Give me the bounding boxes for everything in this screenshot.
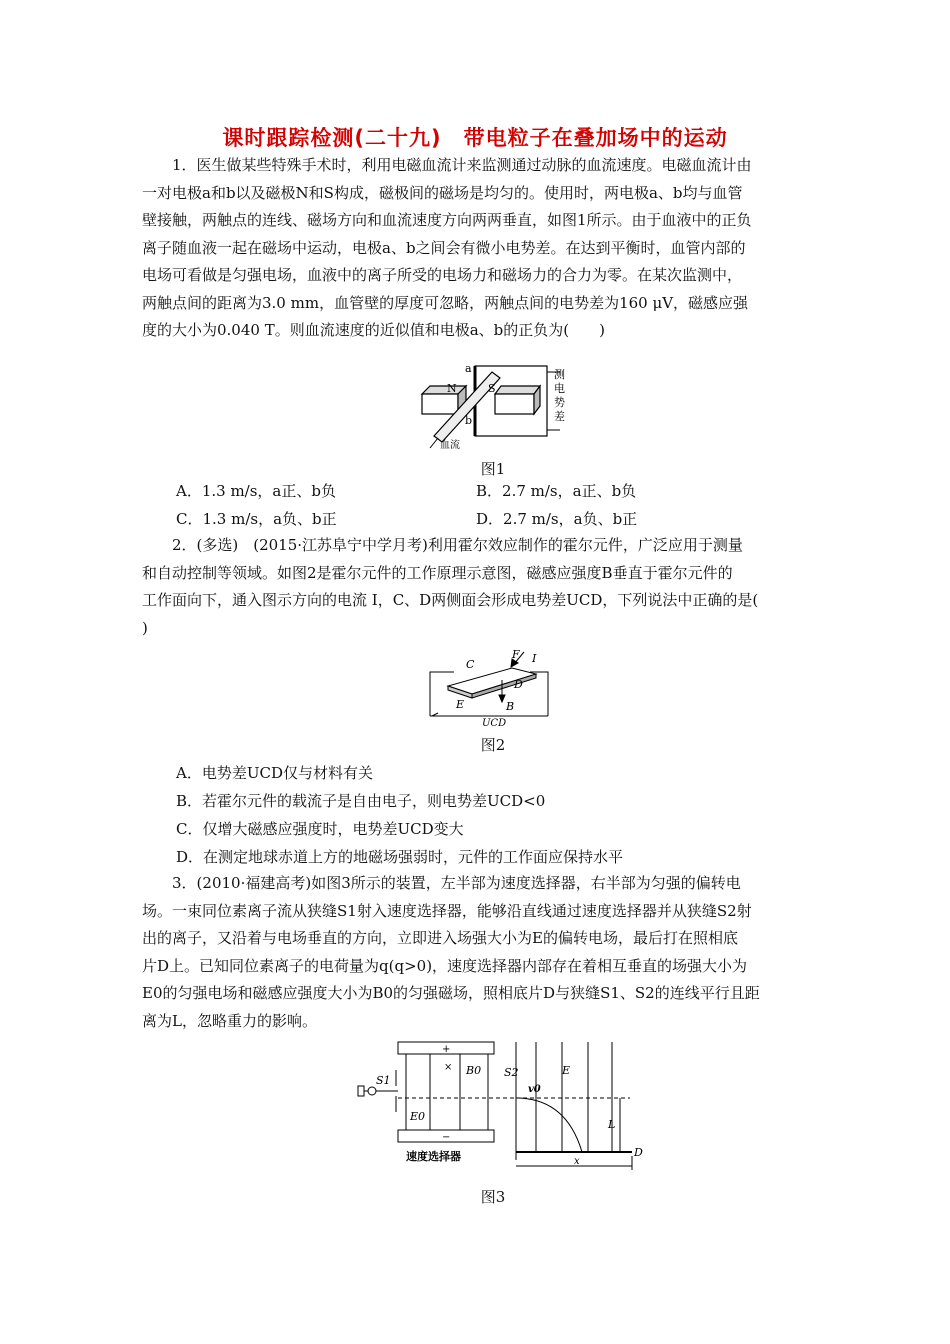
q1-option-c[interactable]: C．1.3 m/s，a负、b正 xyxy=(176,510,337,528)
fig2-label-i: I xyxy=(532,652,537,665)
figure-1-caption: 图1 xyxy=(480,460,506,478)
fig1-label-s: S xyxy=(488,382,496,395)
fig3-label-selector: 速度选择器 xyxy=(406,1150,461,1163)
q2-line: 2．(多选) (2015·江苏阜宁中学月考)利用霍尔效应制作的霍尔元件，广泛应用于测量 xyxy=(172,536,743,554)
q2-line: 工作面向下，通入图示方向的电流 I，C、D两侧面会形成电势差UCD，下列说法中正确的是( xyxy=(142,591,759,609)
q1-line: 一对电极a和b以及磁极N和S构成，磁极间的磁场是均匀的。使用时，两电极a、b均与血管 xyxy=(142,183,743,202)
q2-option-c[interactable]: C．仅增大磁感应强度时，电势差UCD变大 xyxy=(176,820,464,838)
q3-line: 离为L，忽略重力的影响。 xyxy=(142,1011,317,1030)
q2-option-b[interactable]: B．若霍尔元件的载流子是自由电子，则电势差UCD<0 xyxy=(176,792,546,810)
figure-1-flowmeter xyxy=(420,358,570,450)
q1-option-b[interactable]: B．2.7 m/s，a正、b负 xyxy=(476,482,637,500)
q2-line: 和自动控制等领域。如图2是霍尔元件的工作原理示意图，磁感应强度B垂直于霍尔元件的 xyxy=(142,563,733,582)
q2-option-a[interactable]: A．电势差UCD仅与材料有关 xyxy=(176,764,373,782)
q3-line: 出的离子，又沿着与电场垂直的方向，立即进入场强大小为E的偏转电场，最后打在照相底 xyxy=(142,929,738,947)
q2-line: ) xyxy=(142,618,148,637)
fig1-label-1: 测 xyxy=(554,368,565,381)
fig2-label-f: F xyxy=(512,648,520,661)
fig3-label-d: D xyxy=(634,1146,643,1159)
fig2-label-c: C xyxy=(466,658,475,671)
figure-2-hall-element xyxy=(426,650,552,728)
fig3-plus: + xyxy=(442,1044,451,1055)
fig1-label-b: b xyxy=(465,414,473,427)
q1-line: 电场可看做是匀强电场，血液中的离子所受的电场力和磁场力的合力为零。在某次监测中， xyxy=(142,266,743,284)
figure-3-velocity-selector xyxy=(350,1040,643,1176)
fig3-label-s2: S2 xyxy=(504,1066,519,1079)
fig2-label-e: E xyxy=(456,698,465,711)
fig1-label-n: N xyxy=(447,382,457,395)
figure-3-caption: 图3 xyxy=(480,1188,506,1206)
q1-line: 度的大小为0.040 T。则血流速度的近似值和电极a、b的正负为( ) xyxy=(142,321,605,339)
fig2-label-d: D xyxy=(514,678,523,691)
q3-line: E0的匀强电场和磁感应强度大小为B0的匀强磁场，照相底片D与狭缝S1、S2的连线平行且距 xyxy=(142,984,760,1002)
q1-line: 1．医生做某些特殊手术时，利用电磁血流计来监测通过动脉的血流速度。电磁血流计由 xyxy=(172,156,752,174)
q1-line: 离子随血液一起在磁场中运动，电极a、b之间会有微小电势差。在达到平衡时，血管内部的 xyxy=(142,238,746,257)
q1-option-d[interactable]: D．2.7 m/s，a负、b正 xyxy=(476,510,638,528)
figure-2-caption: 图2 xyxy=(480,736,506,754)
fig3-label-b0: B0 xyxy=(466,1064,482,1077)
fig2-label-ucd: UCD xyxy=(482,718,507,729)
fig2-label-b: B xyxy=(506,700,515,713)
fig1-label-a: a xyxy=(465,362,472,375)
q3-line: 3．(2010·福建高考)如图3所示的装置，左半部为速度选择器，右半部为匀强的偏转电 xyxy=(172,874,741,892)
fig3-label-s1: S1 xyxy=(376,1074,391,1087)
fig3-label-e: E xyxy=(562,1064,571,1077)
page-title: 课时跟踪检测(二十九) 带电粒子在叠加场中的运动 xyxy=(222,126,728,150)
q1-option-a[interactable]: A．1.3 m/s，a正、b负 xyxy=(176,482,336,500)
fig3-label-e0: E0 xyxy=(410,1110,426,1123)
fig1-label-blood: 血流 xyxy=(440,440,460,451)
fig3-label-x: x xyxy=(574,1156,580,1167)
fig1-label-3: 势 xyxy=(554,396,565,409)
q3-line: 片D上。已知同位素离子的电荷量为q(q>0)，速度选择器内部存在着相互垂直的场强大小为 xyxy=(142,956,748,975)
question-3-text xyxy=(142,870,806,1035)
fig3-minus: − xyxy=(442,1132,451,1143)
q1-line: 壁接触，两触点的连线、磁场方向和血流速度方向两两垂直，如图1所示。由于血液中的正负 xyxy=(142,211,752,229)
q2-option-d[interactable]: D．在测定地球赤道上方的地磁场强弱时，元件的工作面应保持水平 xyxy=(176,848,624,866)
fig3-cross: × xyxy=(444,1062,453,1073)
fig3-label-l: L xyxy=(608,1118,616,1131)
q3-line: 场。一束同位素离子流从狭缝S1射入速度选择器，能够沿直线通过速度选择器并从狭缝S2射 xyxy=(142,901,752,920)
fig3-label-v0: v0 xyxy=(528,1084,541,1095)
q1-line: 两触点间的距离为3.0 mm，血管壁的厚度可忽略，两触点间的电势差为160 μV，磁感应强 xyxy=(142,293,749,312)
question-1-text xyxy=(142,152,806,345)
fig1-label-4: 差 xyxy=(554,410,565,423)
fig1-label-2: 电 xyxy=(554,382,565,395)
question-2-text xyxy=(142,532,806,642)
